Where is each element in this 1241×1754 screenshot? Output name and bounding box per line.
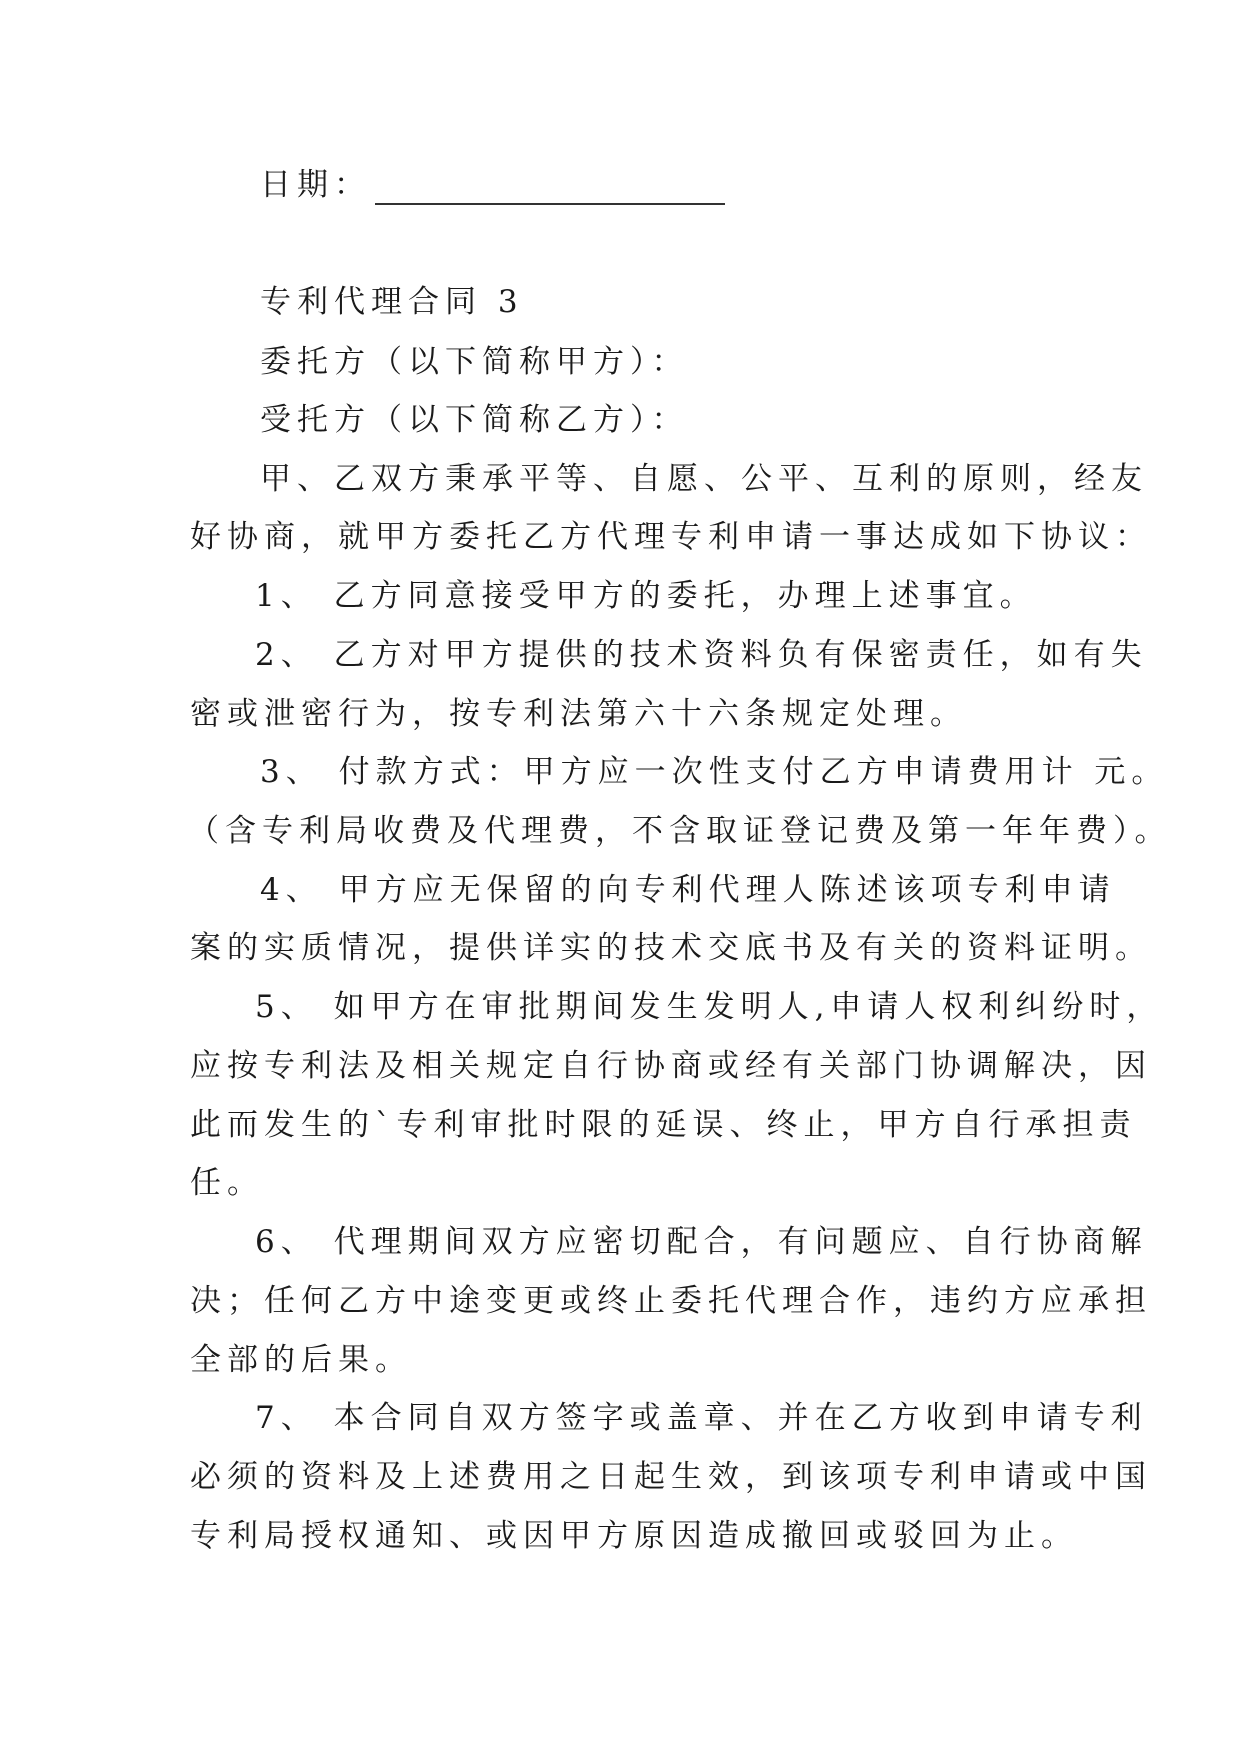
clause-6-line: 6、 代理期间双方应密切配合，有问题应、自行协商解 [255,1224,1148,1260]
clause-5-line: 5、 如甲方在审批期间发生发明人,申请人权利纠纷时， [255,989,1164,1025]
date-blank-underline [375,179,725,205]
clause-1-line: 1、 乙方同意接受甲方的委托，办理上述事宜。 [255,578,1037,614]
clause-7-line: 7、 本合同自双方签字或盖章、并在乙方收到申请专利 [255,1400,1148,1436]
preamble-line: 好协商，就甲方委托乙方代理专利申请一事达成如下协议： [190,519,1152,555]
clause-3-line: （含专利局收费及代理费，不含取证登记费及第一年年费）。 [188,813,1172,849]
clause-7-line: 必须的资料及上述费用之日起生效，到该项专利申请或中国 [190,1459,1152,1495]
clause-5-line: 此而发生的`专利审批时限的延误、终止，甲方自行承担责 [190,1107,1137,1143]
clause-7-line: 专利局授权通知、或因甲方原因造成撤回或驳回为止。 [190,1518,1078,1554]
clause-5-line: 应按专利法及相关规定自行协商或经有关部门协调解决，因 [190,1048,1152,1084]
clause-6-line: 决；任何乙方中途变更或终止委托代理合作，违约方应承担 [190,1283,1152,1319]
date-label: 日期： [260,167,371,203]
clause-3-line: 3、 付款方式：甲方应一次性支付乙方申请费用计 元。 [260,754,1169,790]
principal-line: 委托方（以下简称甲方）： [260,344,689,380]
preamble-line: 甲、乙双方秉承平等、自愿、公平、互利的原则，经友 [260,461,1148,497]
contract-title: 专利代理合同 3 [260,284,524,320]
clause-2-line: 密或泄密行为，按专利法第六十六条规定处理。 [190,696,967,732]
agent-line: 受托方（以下简称乙方）： [260,402,689,438]
clause-4-line: 案的实质情况，提供详实的技术交底书及有关的资料证明。 [190,930,1152,966]
clause-4-line: 4、 甲方应无保留的向专利代理人陈述该项专利申请 [260,872,1116,908]
clause-5-line: 任。 [190,1165,264,1201]
date-line [260,165,725,205]
clause-2-line: 2、 乙方对甲方提供的技术资料负有保密责任，如有失 [255,637,1148,673]
clause-6-line: 全部的后果。 [190,1342,412,1378]
